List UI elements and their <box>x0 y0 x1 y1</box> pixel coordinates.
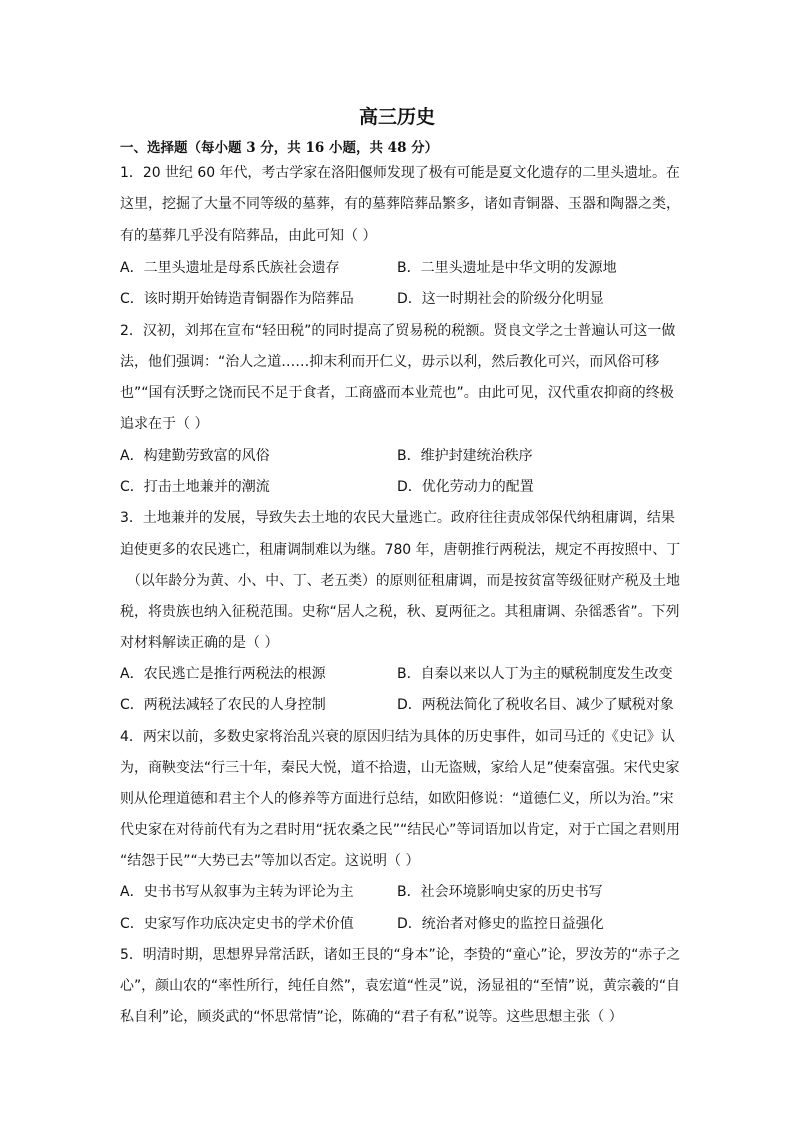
question-text-line: 为，商鞅变法“行三十年，秦民大悦，道不拾遗，山无盗贼，家给人足”使秦富强。宋代史家 <box>120 760 680 776</box>
question-text-line: 3．土地兼并的发展，导致失去土地的农民大量逃亡。政府往往责成邻保代纳租庸调，结果 <box>120 510 675 526</box>
option-b: B．自秦以来以人丁为主的赋税制度发生改变 <box>397 666 673 682</box>
page-title: 高三历史 <box>358 106 435 128</box>
option-a: A．农民逃亡是推行两税法的根源 <box>120 666 326 682</box>
section-heading: 一、选择题（每小题 3 分，共 16 小题，共 48 分） <box>120 140 439 156</box>
question-text-line: （以年龄分为黄、小、中、丁、老五类）的原则征租庸调，而是按贫富等级征财产税及土地 <box>127 573 680 589</box>
question-text-line: 法，他们强调：“治人之道……抑末利而开仁义，毋示以利，然后教化可兴，而风俗可移 <box>120 354 660 370</box>
question-text-line: 迫使更多的农民逃亡，租庸调制难以为继。780 年，唐朝推行两税法，规定不再按照中、丁 <box>120 542 681 558</box>
question-text-line: 4．两宋以前，多数史家将治乱兴衰的原因归结为具体的历史事件，如司马迁的《史记》认 <box>120 729 675 745</box>
option-b: B．二里头遗址是中华文明的发源地 <box>397 260 617 276</box>
question-text-line: 追求在于（ ） <box>120 416 209 432</box>
option-c: C．史家写作功底决定史书的学术价值 <box>120 916 354 932</box>
question-text-line: 对材料解读正确的是（ ） <box>120 635 279 651</box>
question-text-line: 税，将贵族也纳入征税范围。史称“居人之税，秋、夏两征之。其租庸调、杂徭悉省”。下列 <box>120 604 680 620</box>
option-d: D．这一时期社会的阶级分化明显 <box>397 291 604 307</box>
question-text-line: 1．20 世纪 60 年代，考古学家在洛阳偃师发现了极有可能是夏文化遗存的二里头遗址。在 <box>120 165 680 181</box>
option-d: D．优化劳动力的配置 <box>397 479 534 495</box>
question-text-line: 代史家在对待前代有为之君时用“抚农桑之民”“结民心”等词语加以肯定，对于亡国之君则用 <box>120 822 681 838</box>
question-text-line: 私自利”论，顾炎武的“怀思常情”论，陈确的“君子有私”说等。这些思想主张（ ） <box>120 1009 623 1025</box>
question-text-line: “结怨于民”“大势已去”等加以否定。这说明（ ） <box>120 853 420 869</box>
question-text-line: 这里，挖掘了大量不同等级的墓葬，有的墓葬陪葬品繁多，诸如青铜器、玉器和陶器之类， <box>120 196 680 212</box>
option-a: A．构建勤劳致富的风俗 <box>120 448 270 464</box>
option-a: A．二里头遗址是母系氏族社会遗存 <box>120 260 340 276</box>
question-text-line: 也”“国有沃野之饶而民不足于食者，工商盛而本业荒也”。由此可见，汉代重农抑商的终极 <box>120 385 674 401</box>
option-c: C．两税法减轻了农民的人身控制 <box>120 697 326 713</box>
option-b: B．社会环境影响史家的历史书写 <box>397 884 603 900</box>
option-c: C．该时期开始铸造青铜器作为陪葬品 <box>120 291 354 307</box>
question-text-line: 则从伦理道德和君主个人的修养等方面进行总结，如欧阳修说：“道德仁义，所以为治。”宋 <box>120 791 674 807</box>
question-text-line: 心”，颜山农的“率性所行，纯任自然”，袁宏道“性灵”说，汤显祖的“至情”说，黄宗羲的“自 <box>120 978 681 994</box>
option-b: B．维护封建统治秩序 <box>397 448 533 464</box>
question-text-line: 5．明清时期，思想界异常活跃，诸如王艮的“身本”论，李贽的“童心”论，罗汝芳的“赤子之 <box>120 947 681 963</box>
option-d: D．统治者对修史的监控日益强化 <box>397 916 604 932</box>
question-text-line: 2．汉初，刘邦在宣布“轻田税”的同时提高了贸易税的税额。贤良文学之士普遍认可这一做 <box>120 323 676 339</box>
option-c: C．打击土地兼并的潮流 <box>120 479 270 495</box>
option-d: D．两税法简化了税收名目、减少了赋税对象 <box>397 697 674 713</box>
option-a: A．史书书写从叙事为主转为评论为主 <box>120 884 354 900</box>
question-text-line: 有的墓葬几乎没有陪葬品，由此可知（ ） <box>120 228 377 244</box>
